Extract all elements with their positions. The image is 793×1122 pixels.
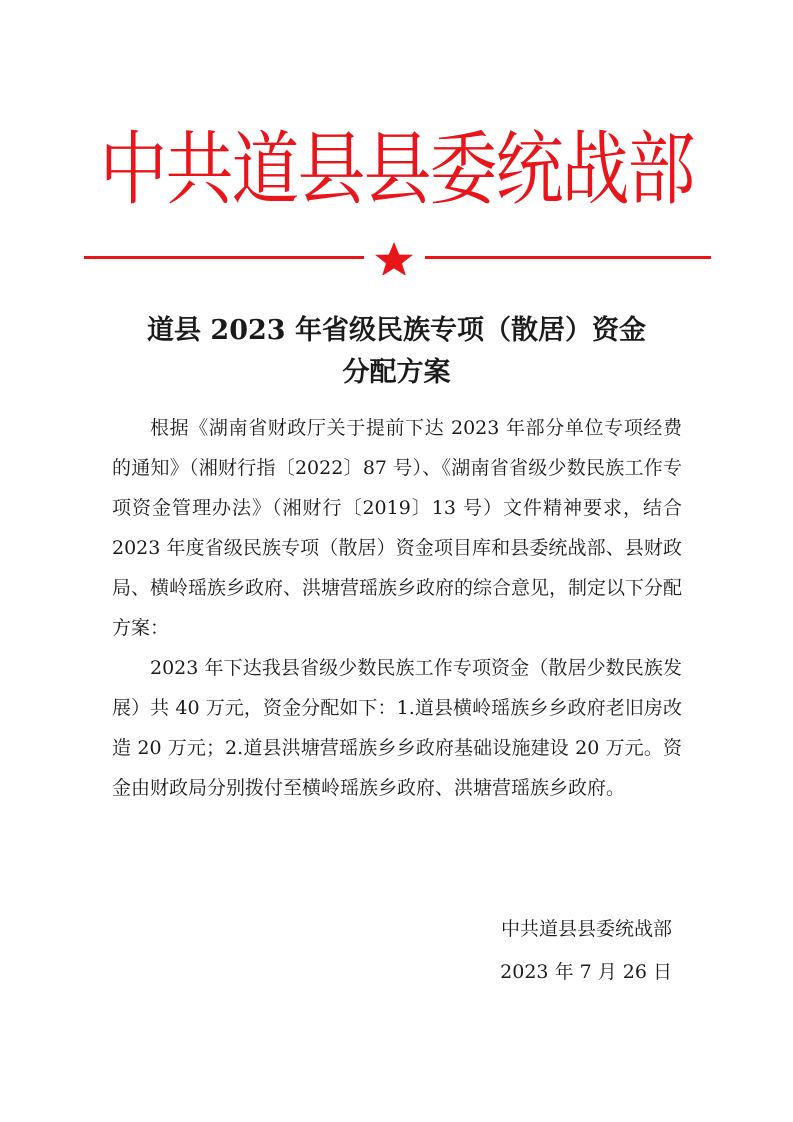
divider-line-left (84, 256, 364, 259)
signature-org: 中共道县县委统战部 (500, 918, 672, 940)
document-title-line2: 分配方案 (342, 357, 451, 388)
letterhead-title: 中共道县县委统战部 (99, 123, 694, 217)
body-paragraph: 根据《湖南省财政厅关于提前下达 2023 年部分单位专项经费的通知》（湘财行指〔2022〕87 号）、《湖南省省级少数民族工作专项资金管理办法》（湘财行〔2019〕13 号）文件精神要求，结合 2023 年度省级民族专项（散居）资金项目库和县委统战部、县财政局、横岭瑶族乡政府、洪塘营瑶族乡政府的综合意见，制定以下分配方案： (112, 417, 683, 639)
body-paragraph: 2023 年下达我县省级少数民族工作专项资金（散居少数民族发展）共 40 万元，资金分配如下：1.道县横岭瑶族乡乡政府老旧房改造 20 万元；2.道县洪塘营瑶族乡乡政府基础设施建设 20 万元。资金由财政局分别拨付至横岭瑶族乡政府、洪塘营瑶族乡政府。 (112, 657, 682, 799)
star-icon (372, 241, 416, 275)
divider-line-right (425, 256, 711, 259)
document-title-line1: 道县 2023 年省级民族专项（散居）资金 (147, 315, 646, 346)
letterhead-divider (84, 241, 711, 271)
document-body (112, 408, 682, 808)
signature-date: 2023 年 7 月 26 日 (500, 961, 672, 983)
